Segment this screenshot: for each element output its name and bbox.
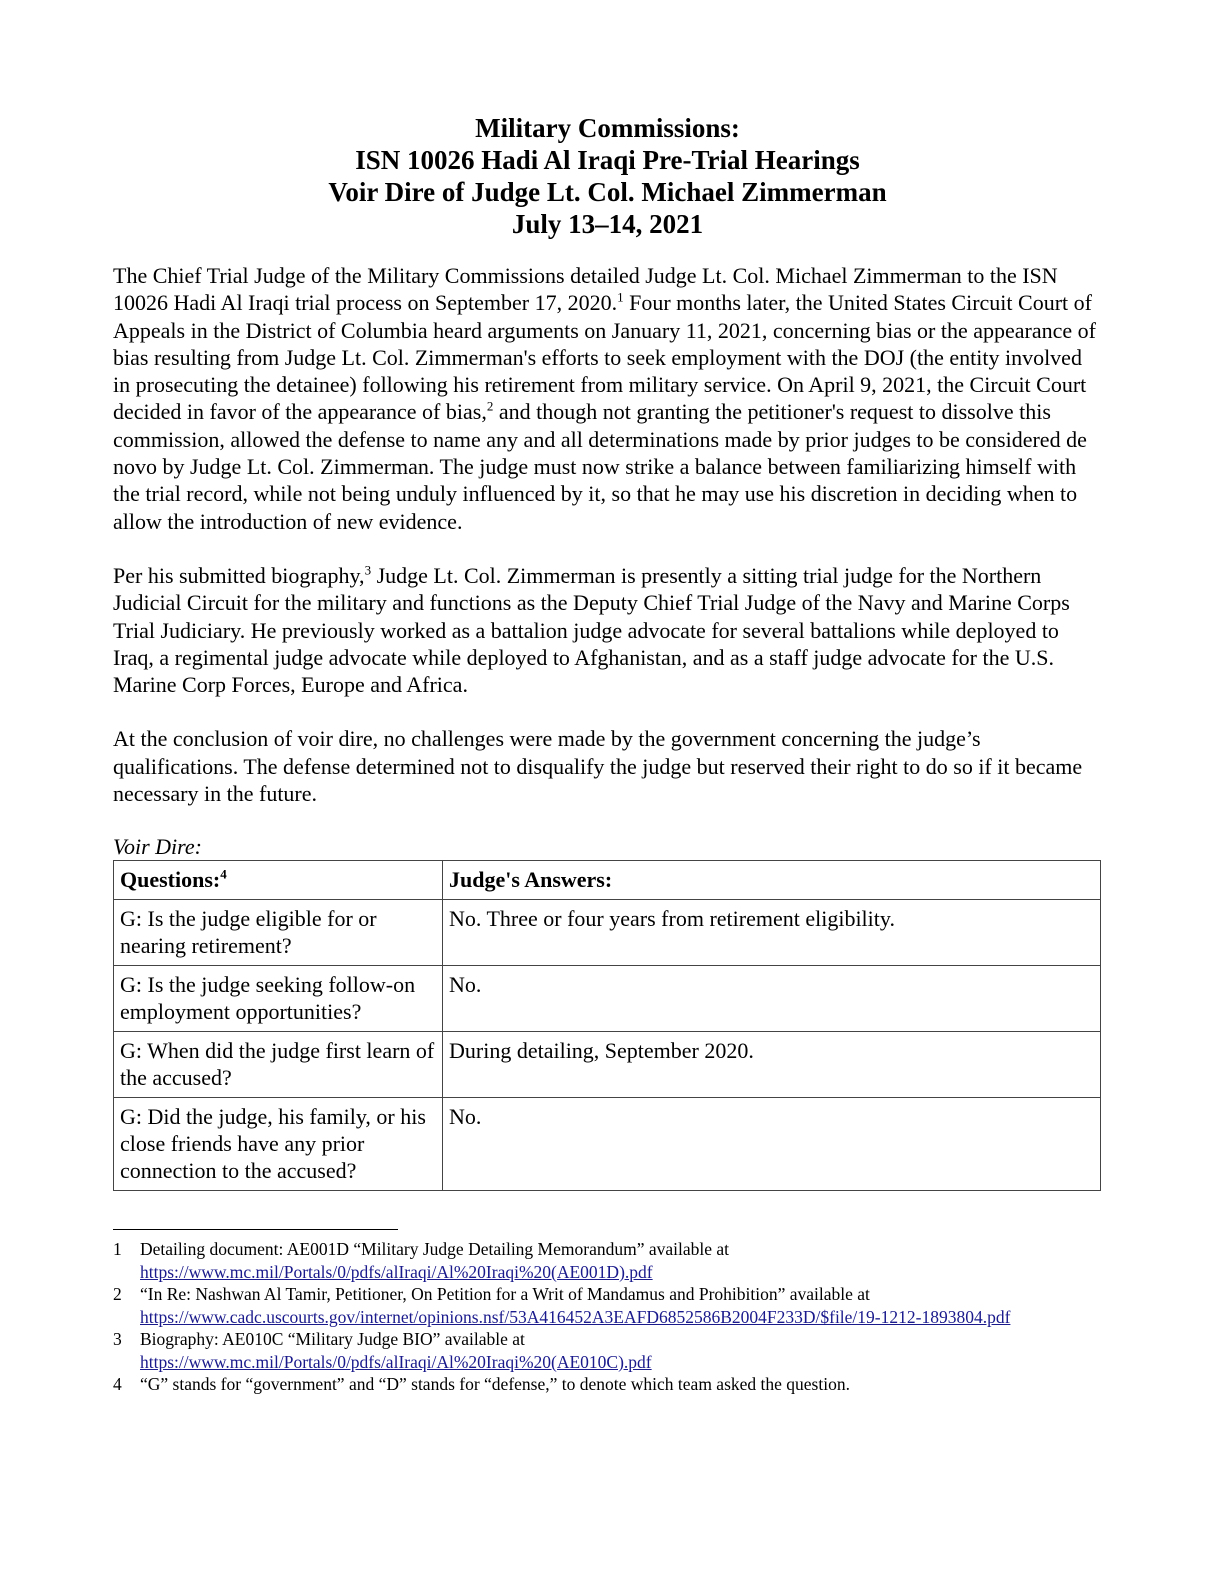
title-line-2: ISN 10026 Hadi Al Iraqi Pre-Trial Hearings <box>355 145 860 175</box>
paragraph-2-part-a: Per his submitted biography, <box>113 562 365 588</box>
table-row <box>114 1098 1101 1191</box>
paragraph-1-part-a: The Chief Trial Judge of the Military Commissions detailed Judge Lt. Col. Michael Zimmerman to the ISN 10026 Hadi Al Iraqi trial process on September 17, 2020. <box>113 263 1058 316</box>
title-line-4: July 13–14, 2021 <box>511 209 704 239</box>
table-header-row <box>114 861 1101 900</box>
footnote-number: 2 <box>113 1284 122 1305</box>
footnote-text: Biography: AE010C “Military Judge BIO” available at <box>140 1329 525 1350</box>
title-line-3: Voir Dire of Judge Lt. Col. Michael Zimmerman <box>328 177 887 207</box>
paragraph-1 <box>113 262 1102 535</box>
document-title <box>113 112 1102 240</box>
paragraph-2 <box>113 562 1102 698</box>
footnotes <box>113 1238 1102 1396</box>
answer-cell: No. <box>443 1098 1101 1191</box>
footnote-ref-4[interactable]: 4 <box>220 867 227 883</box>
table-row <box>114 966 1101 1032</box>
footnote-link[interactable]: https://www.mc.mil/Portals/0/pdfs/alIraqi/Al%20Iraqi%20(AE010C).pdf <box>140 1351 652 1372</box>
question-cell: G: When did the judge first learn of the accused? <box>114 1032 443 1098</box>
table-row <box>114 1032 1101 1098</box>
paragraph-3: At the conclusion of voir dire, no challenges were made by the government concerning the judge’s qualifications. The defense determined not to disqualify the judge but reserved their right to do so if it became necessary in the future. <box>113 726 1083 807</box>
title-line-1: Military Commissions: <box>475 113 740 143</box>
paragraph-1-part-b: Four months later, the United States Circuit Court of Appeals in the District of Columbia heard arguments on January 11, 2021, concerning bias or the appearance of bias resulting from Judge Lt. Col. Zimmerman's efforts to seek employment with the DOJ (the entity involved in prosecuting the detainee) following his retirement from military service. On April 9, 2021, the Circuit Court decided in favor of the appearance of bias, <box>113 290 1096 425</box>
footnote-ref-2[interactable]: 2 <box>486 399 494 415</box>
header-answers: Judge's Answers: <box>443 861 1101 900</box>
question-cell: G: Is the judge seeking follow-on employment opportunities? <box>114 966 443 1032</box>
question-cell: G: Is the judge eligible for or nearing retirement? <box>114 900 443 966</box>
footnote-ref-3[interactable]: 3 <box>364 562 372 578</box>
footnote-link[interactable]: https://www.mc.mil/Portals/0/pdfs/alIraqi/Al%20Iraqi%20(AE001D).pdf <box>140 1261 653 1282</box>
answer-cell: No. <box>443 966 1101 1032</box>
footnote-text: Detailing document: AE001D “Military Judge Detailing Memorandum” available at <box>140 1239 730 1260</box>
header-questions <box>114 861 443 900</box>
footnote-link[interactable]: https://www.cadc.uscourts.gov/internet/opinions.nsf/53A416452A3EAFD6852586B2004F233D/$file/19-1212-1893804.pdf <box>140 1306 1011 1327</box>
paragraph-2-part-b: Judge Lt. Col. Zimmerman is presently a sitting trial judge for the Northern Judicial Circuit for the military and functions as the Deputy Chief Trial Judge of the Navy and Marine Corps Trial Judiciary. He previously worked as a battalion judge advocate for several battalions while deployed to Iraq, a regimental judge advocate while deployed to Afghanistan, and as a staff judge advocate for the U.S. Marine Corp Forces, Europe and Africa. <box>113 562 1070 698</box>
question-cell: G: Did the judge, his family, or his close friends have any prior connection to the accused? <box>114 1098 443 1191</box>
footnote-2 <box>113 1283 1102 1328</box>
footnote-3 <box>113 1328 1102 1373</box>
answer-cell: No. Three or four years from retirement eligibility. <box>443 900 1101 966</box>
footnote-number: 3 <box>113 1329 122 1350</box>
table-caption: Voir Dire: <box>113 834 203 860</box>
paragraph-1-part-c: and though not granting the petitioner's request to dissolve this commission, allowed the defense to name any and all determinations made by prior judges to be considered de novo by Judge Lt. Col. Zimmerman. The judge must now strike a balance between familiarizing himself with the trial record, while not being unduly influenced by it, so that he may use his discretion in deciding when to allow the introduction of new evidence. <box>113 399 1087 534</box>
footnote-number: 4 <box>113 1374 122 1395</box>
voir-dire-table <box>113 860 1101 1191</box>
footnote-ref-1[interactable]: 1 <box>617 289 624 305</box>
footnote-1 <box>113 1238 1102 1283</box>
footnote-number: 1 <box>113 1239 122 1260</box>
footnote-divider <box>113 1229 398 1230</box>
footnote-text: “G” stands for “government” and “D” stands for “defense,” to denote which team asked the question. <box>140 1374 850 1395</box>
footnote-4 <box>113 1373 1102 1396</box>
table-row <box>114 900 1101 966</box>
answer-cell: During detailing, September 2020. <box>443 1032 1101 1098</box>
footnote-text: “In Re: Nashwan Al Tamir, Petitioner, On Petition for a Writ of Mandamus and Prohibition” available at <box>140 1284 870 1305</box>
header-questions-label: Questions: <box>120 867 221 893</box>
